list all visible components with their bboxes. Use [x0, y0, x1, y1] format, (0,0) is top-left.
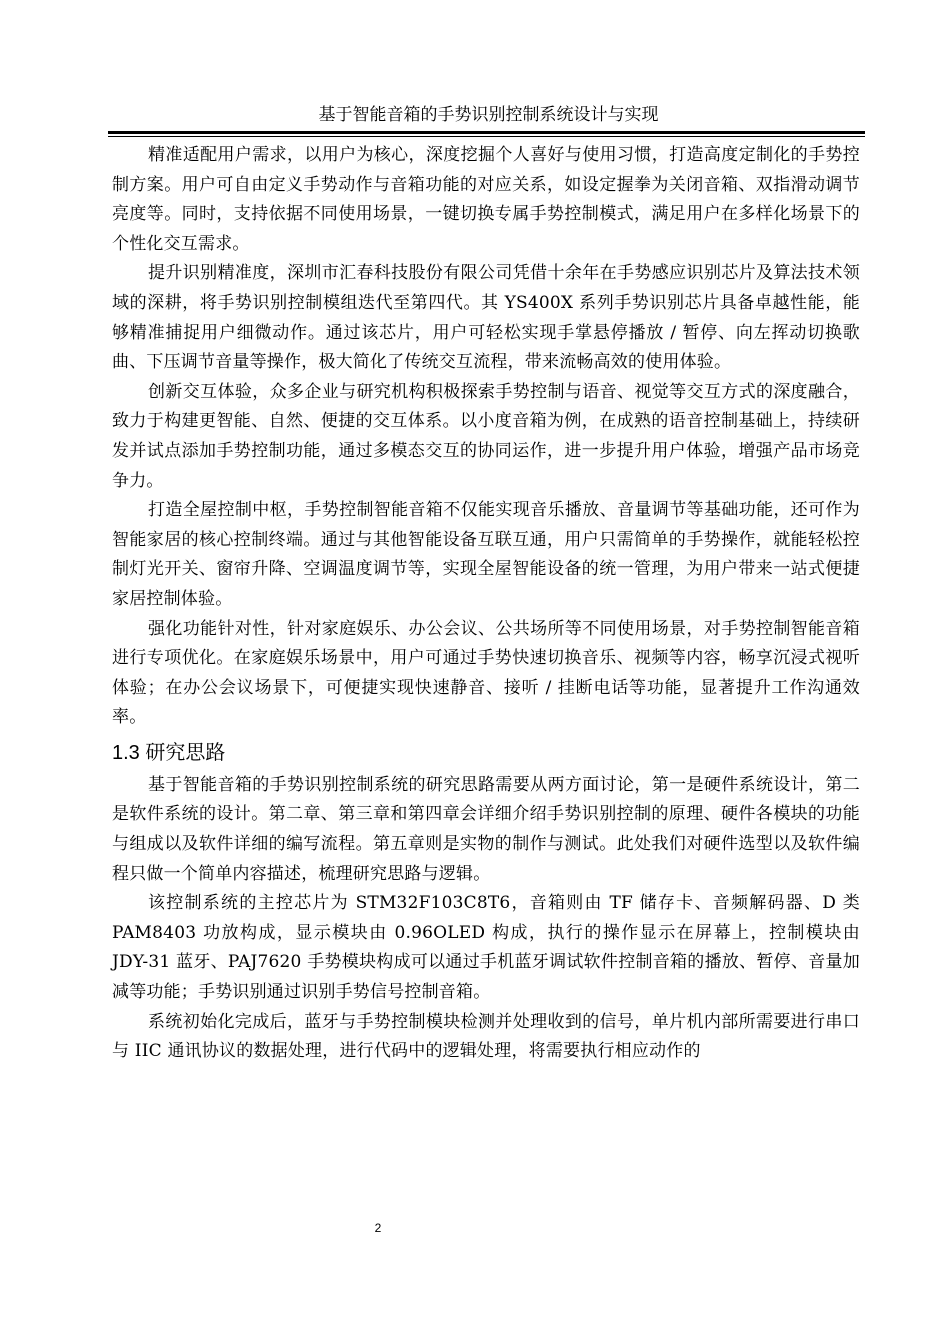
paragraph-hardware-composition: 该控制系统的主控芯片为 STM32F103C8T6，音箱则由 TF 储存卡、音频解码器、D 类 PAM8403 功放构成，显示模块由 0.96OLED 构成，执行的操作显示在屏幕上，控制模块由 JDY-31 蓝牙、PAJ7620 手势模块构成可以通过手机蓝牙调试软件控制音箱的播放、暂停、音量加减等功能；手势识别通过识别手势信号控制音箱。 — [112, 893, 860, 1003]
page-number: 2 — [374, 1221, 382, 1235]
paragraph-system-flow: 系统初始化完成后，蓝牙与手势控制模块检测并处理收到的信号，单片机内部所需要进行串口与 IIC 通讯协议的数据处理，进行代码中的逻辑处理，将需要执行相应动作的 — [112, 1011, 860, 1062]
page-header-title: 基于智能音箱的手势识别控制系统设计与实现 — [318, 105, 659, 125]
header-divider-thin — [108, 136, 865, 137]
paragraph-user-needs: 精准适配用户需求，以用户为核心，深度挖掘个人喜好与使用习惯，打造高度定制化的手势控制方案。用户可自由定义手势动作与音箱功能的对应关系，如设定握拳为关闭音箱、双指滑动调节亮度等。同时，支持依据不同使用场景，一键切换专属手势控制模式，满足用户在多样化场景下的个性化交互需求。 — [112, 145, 860, 254]
header-divider-thick — [108, 131, 865, 134]
paragraph-interaction-experience: 创新交互体验，众多企业与研究机构积极探索手势控制与语音、视觉等交互方式的深度融合，致力于构建更智能、自然、便捷的交互体系。以小度音箱为例，在成熟的语音控制基础上，持续研发并试点添加手势控制功能，通过多模态交互的协同运作，进一步提升用户体验，增强产品市场竞争力。 — [112, 381, 860, 491]
paragraph-function-targeting: 强化功能针对性，针对家庭娱乐、办公会议、公共场所等不同使用场景，对手势控制智能音箱进行专项优化。在家庭娱乐场景中，用户可通过手势快速切换音乐、视频等内容，畅享沉浸式视听体验；在办公会议场景下，可便捷实现快速静音、接听 / 挂断电话等功能，显著提升工作沟通效率。 — [112, 618, 860, 728]
paragraph-recognition-accuracy: 提升识别精准度，深圳市汇春科技股份有限公司凭借十余年在手势感应识别芯片及算法技术领域的深耕，将手势识别控制模组迭代至第四代。其 YS400X 系列手势识别芯片具备卓越性能，能够精准捕捉用户细微动作。通过该芯片，用户可轻松实现手掌悬停播放 / 暂停、向左挥动切换歌曲、下压调节音量等操作，极大简化了传统交互流程，带来流畅高效的使用体验。 — [112, 263, 860, 373]
paragraph-research-overview: 基于智能音箱的手势识别控制系统的研究思路需要从两方面讨论，第一是硬件系统设计，第二是软件系统的设计。第二章、第三章和第四章会详细介绍手势识别控制的原理、硬件各模块的功能与组成以及软件详细的编写流程。第五章则是实物的制作与测试。此处我们对硬件选型以及软件编程只做一个简单内容描述，梳理研究思路与逻辑。 — [112, 774, 860, 884]
paragraph-whole-home-control: 打造全屋控制中枢，手势控制智能音箱不仅能实现音乐播放、音量调节等基础功能，还可作为智能家居的核心控制终端。通过与其他智能设备互联互通，用户只需简单的手势操作，就能轻松控制灯光开关、窗帘升降、空调温度调节等，实现全屋智能设备的统一管理，为用户带来一站式便捷家居控制体验。 — [112, 500, 860, 609]
section-heading-research-approach: 1.3 研究思路 — [112, 741, 226, 764]
document-body — [112, 141, 860, 1067]
